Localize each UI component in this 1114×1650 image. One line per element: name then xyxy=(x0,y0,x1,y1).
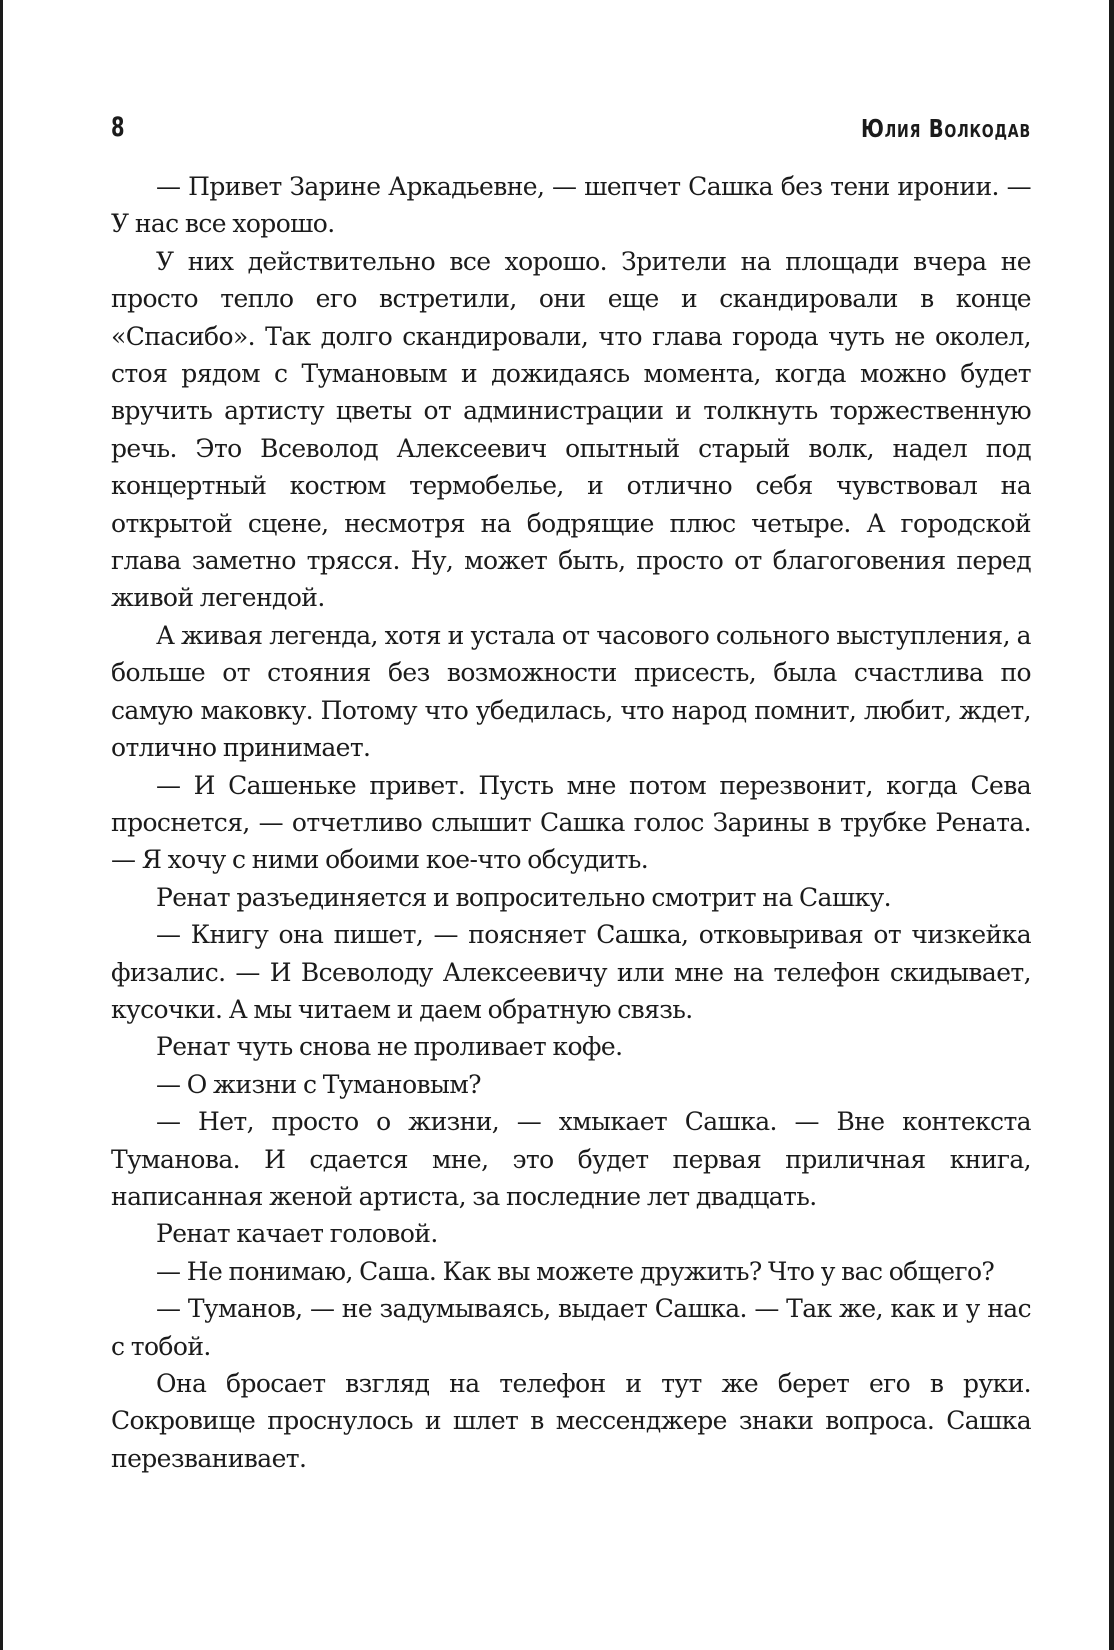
paragraph: Ренат чуть снова не проливает кофе. xyxy=(156,1032,623,1062)
paragraph: — Туманов, — не задумываясь, выдает Сашка. — Так же, как и у нас с тобой. xyxy=(111,1294,1031,1361)
paragraph: Ренат разъединяется и вопросительно смотрит на Сашку. xyxy=(156,882,891,912)
paragraph: — Нет, просто о жизни, — хмыкает Сашка. — Вне контекста Туманова. И сдается мне, это будет первая приличная книга, написанная женой артиста, за последние лет двадцать. xyxy=(111,1107,1031,1211)
paragraph: — Привет Зарине Аркадьевне, — шепчет Сашка без тени иронии. — У нас все хорошо. xyxy=(111,172,1031,239)
paragraph: А живая легенда, хотя и устала от часового сольного выступления, а больше от стояния без возможности присесть, была счастлива по самую маковку. Потому что убедилась, что народ помнит, любит, ждет, отлично принимает. xyxy=(111,620,1031,763)
paragraph: Ренат качает головой. xyxy=(156,1219,438,1249)
paragraph: — Книгу она пишет, — поясняет Сашка, отковыривая от чизкейка физалис. — И Всеволоду Алексеевичу или мне на телефон скидывает, кусочки. А мы читаем и даем обратную связь. xyxy=(111,920,1031,1024)
page-body xyxy=(111,168,1031,1477)
page-number: 8 xyxy=(111,112,125,143)
paragraph: У них действительно все хорошо. Зрители на площади вчера не просто тепло его встретили, они еще и скандировали в конце «Спасибо». Так долго скандировали, что глава города чуть не околел, стоя рядом с Тумановым и дожидаясь момента, когда можно будет вручить артисту цветы от администрации и толкнуть торжественную речь. Это Всеволод Алексеевич опытный старый волк, надел под концертный костюм термобелье, и отлично себя чувствовал на открытой сцене, несмотря на бодрящие плюс четыре. А городской глава заметно трясся. Ну, может быть, просто от благоговения перед живой легендой. xyxy=(111,246,1031,613)
paragraph: — И Сашеньке привет. Пусть мне потом перезвонит, когда Сева проснется, — отчетливо слышит Сашка голос Зарины в трубке Рената. — Я хочу с ними обоими кое-что обсудить. xyxy=(111,770,1031,875)
paragraph: — Не понимаю, Саша. Как вы можете дружить? Что у вас общего? xyxy=(156,1256,995,1286)
paragraph: Она бросает взгляд на телефон и тут же берет его в руки. Сокровище проснулось и шлет в мессенджере знаки вопроса. Сашка перезванивает. xyxy=(111,1369,1031,1473)
paragraph: — О жизни с Тумановым? xyxy=(156,1069,481,1099)
page-header xyxy=(111,112,1031,152)
running-head-author: Юлия Волкодав xyxy=(861,114,1031,143)
